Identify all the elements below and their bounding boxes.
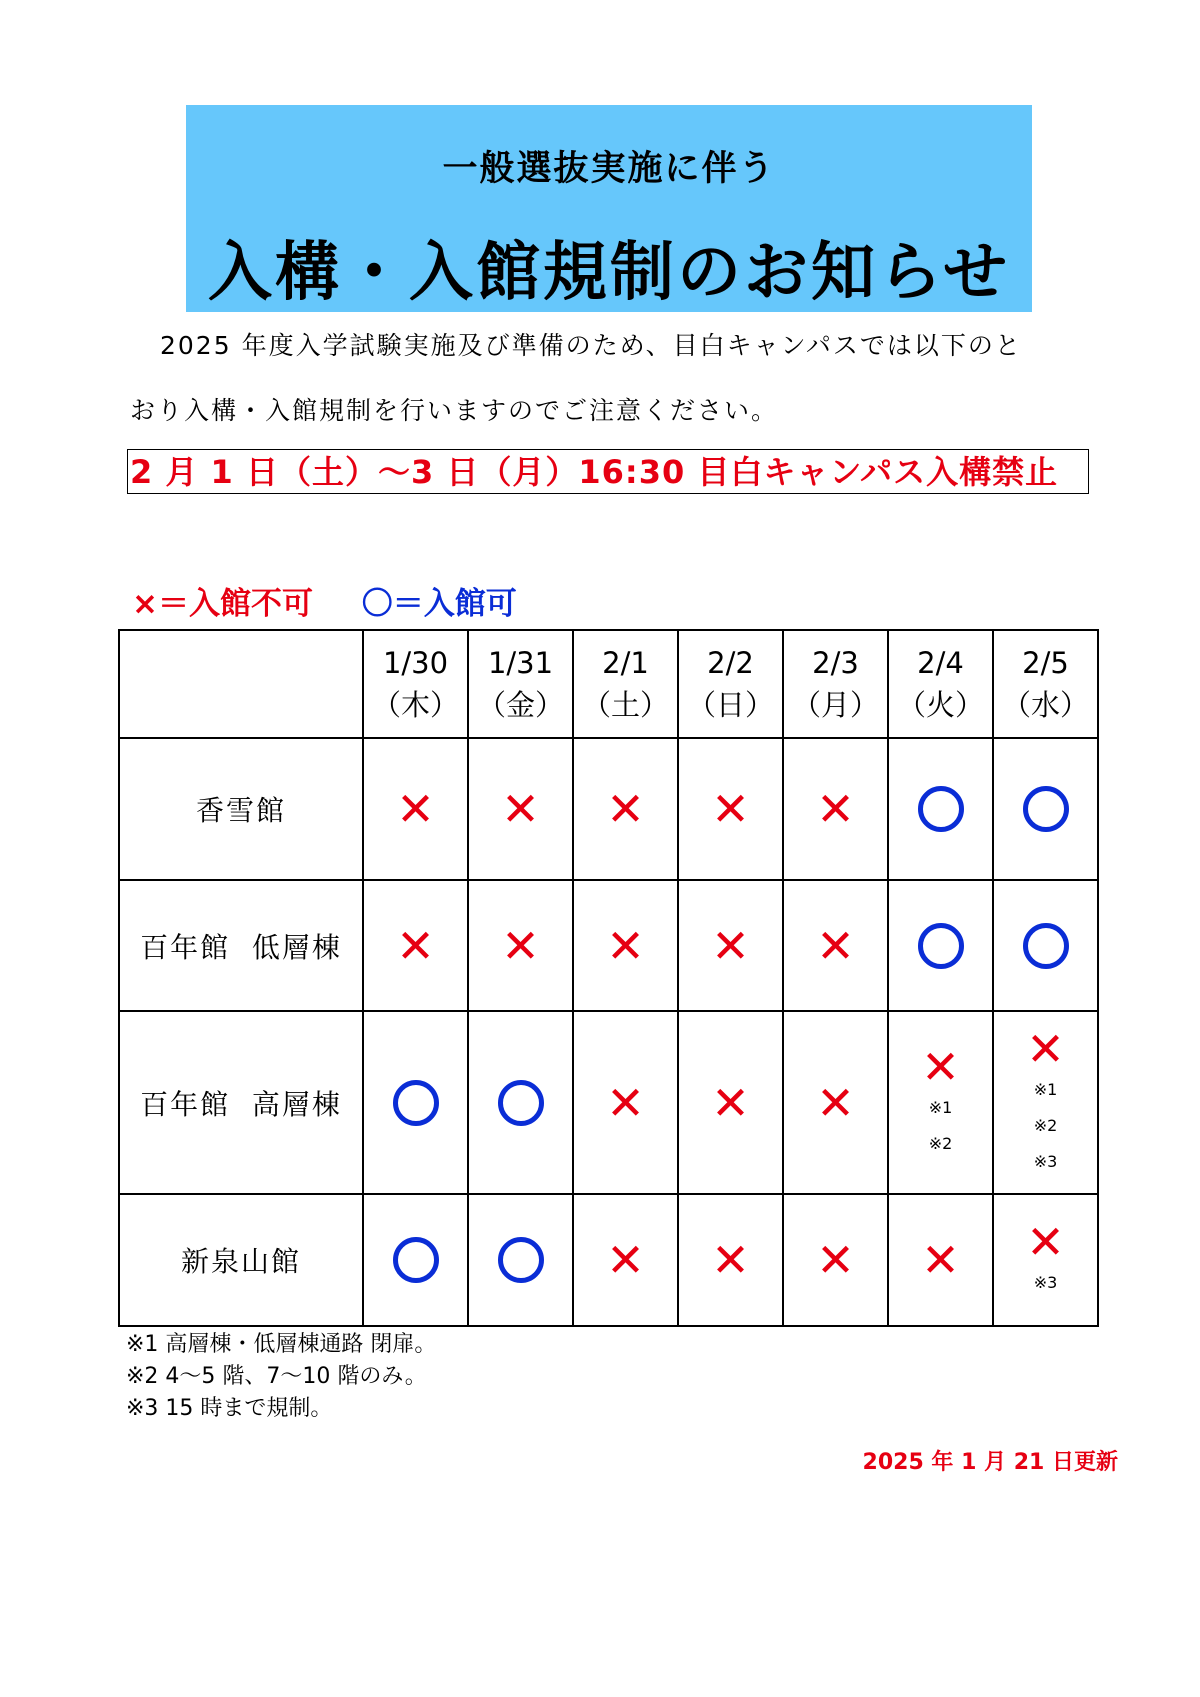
status-cell <box>888 738 993 880</box>
access-schedule-table <box>118 629 1099 1327</box>
circle-icon <box>393 1080 439 1126</box>
cross-icon: ✕ <box>396 918 435 973</box>
status-cell <box>363 880 468 1011</box>
weekday-label: （月） <box>791 688 879 722</box>
date-label: 1/30 <box>382 646 449 680</box>
banner-subtitle: 一般選抜実施に伴う <box>442 149 776 189</box>
table-header-row <box>119 630 1098 738</box>
banner-title: 入構・入館規制のお知らせ <box>207 236 1011 310</box>
cross-icon: ✕ <box>711 782 750 836</box>
date-header <box>783 630 888 738</box>
table-row <box>119 738 1098 880</box>
status-cell <box>783 1194 888 1326</box>
footnote-1: ※1 高層棟・低層棟通路 閉扉。 <box>126 1332 437 1357</box>
cross-icon: ✕ <box>501 918 540 973</box>
date-label: 2/5 <box>1022 646 1069 680</box>
date-header <box>888 630 993 738</box>
status-cell <box>678 880 783 1011</box>
status-cell <box>678 738 783 880</box>
status-cell <box>363 738 468 880</box>
status-cell <box>468 1194 573 1326</box>
status-cell <box>573 1194 678 1326</box>
circle-icon <box>498 1237 544 1283</box>
cross-icon: ✕ <box>606 1233 645 1287</box>
circle-icon <box>1023 786 1069 832</box>
footnote-2: ※2 4～5 階、7～10 階のみ。 <box>126 1364 427 1389</box>
weekday-label: （土） <box>581 688 669 722</box>
footnote-ref: ※2 <box>1033 1115 1058 1135</box>
building-name: 百年館 低層棟 <box>119 880 363 1011</box>
cross-icon: ✕ <box>711 918 750 973</box>
cross-icon: ✕ <box>1026 1021 1065 1076</box>
cross-icon: ✕ <box>606 782 645 836</box>
status-cell <box>993 738 1098 880</box>
footnote-ref: ※1 <box>928 1097 953 1117</box>
header-corner <box>119 630 363 738</box>
date-header <box>363 630 468 738</box>
updated-date: 2025 年 1 月 21 日更新 <box>862 1450 1118 1475</box>
building-name: 百年館 高層棟 <box>119 1011 363 1194</box>
campus-closure-notice: 2 月 1 日（土）～3 日（月）16:30 目白キャンパス入構禁止 <box>127 449 1089 494</box>
cross-icon: ✕ <box>921 1039 960 1094</box>
footnote-ref: ※1 <box>1033 1079 1058 1099</box>
status-cell <box>573 880 678 1011</box>
intro-line-2: おり入構・入館規制を行いますのでご注意ください。 <box>130 396 779 425</box>
cross-icon: ✕ <box>501 782 540 836</box>
date-label: 2/4 <box>917 646 964 680</box>
date-header <box>573 630 678 738</box>
weekday-label: （金） <box>476 688 564 722</box>
cross-icon: ✕ <box>816 1075 855 1130</box>
circle-icon <box>918 786 964 832</box>
status-cell <box>888 880 993 1011</box>
cross-icon: ✕ <box>711 1233 750 1287</box>
circle-icon <box>1023 923 1069 969</box>
building-name: 香雪館 <box>119 738 363 880</box>
legend-circle: 〇＝入館可 <box>361 586 517 622</box>
intro-line-1: 2025 年度入学試験実施及び準備のため、目白キャンパスでは以下のと <box>160 331 1022 360</box>
status-cell <box>993 1194 1098 1326</box>
status-cell <box>468 880 573 1011</box>
status-cell <box>993 1011 1098 1194</box>
status-cell <box>468 738 573 880</box>
footnote-ref: ※3 <box>1033 1151 1058 1171</box>
circle-icon <box>393 1237 439 1283</box>
status-cell <box>783 1011 888 1194</box>
legend-cross: ×＝入館不可 <box>132 586 313 622</box>
circle-icon <box>498 1080 544 1126</box>
cross-icon: ✕ <box>396 782 435 836</box>
cross-icon: ✕ <box>1026 1215 1065 1269</box>
weekday-label: （火） <box>896 688 984 722</box>
table-row <box>119 1011 1098 1194</box>
table-row <box>119 1194 1098 1326</box>
status-cell <box>888 1194 993 1326</box>
cross-icon: ✕ <box>921 1233 960 1287</box>
date-header <box>993 630 1098 738</box>
date-label: 1/31 <box>487 646 554 680</box>
status-cell <box>993 880 1098 1011</box>
status-cell <box>888 1011 993 1194</box>
footnote-ref: ※2 <box>928 1133 953 1153</box>
cross-icon: ✕ <box>606 1075 645 1130</box>
status-cell <box>783 738 888 880</box>
weekday-label: （水） <box>1001 688 1089 722</box>
status-cell <box>678 1011 783 1194</box>
weekday-label: （日） <box>686 688 774 722</box>
cross-icon: ✕ <box>816 918 855 973</box>
date-label: 2/2 <box>707 646 754 680</box>
status-cell <box>363 1011 468 1194</box>
date-label: 2/3 <box>812 646 859 680</box>
cross-icon: ✕ <box>711 1075 750 1130</box>
status-cell <box>573 1011 678 1194</box>
footnote-3: ※3 15 時まで規制。 <box>126 1396 333 1421</box>
date-header <box>468 630 573 738</box>
title-banner <box>186 105 1032 312</box>
table-row <box>119 880 1098 1011</box>
status-cell <box>468 1011 573 1194</box>
date-header <box>678 630 783 738</box>
status-cell <box>678 1194 783 1326</box>
date-label: 2/1 <box>602 646 649 680</box>
building-name: 新泉山館 <box>119 1194 363 1326</box>
status-cell <box>783 880 888 1011</box>
footnote-ref: ※3 <box>1033 1273 1058 1292</box>
circle-icon <box>918 923 964 969</box>
legend <box>132 578 517 623</box>
weekday-label: （木） <box>371 688 459 722</box>
cross-icon: ✕ <box>606 918 645 973</box>
status-cell <box>573 738 678 880</box>
cross-icon: ✕ <box>816 1233 855 1287</box>
status-cell <box>363 1194 468 1326</box>
cross-icon: ✕ <box>816 782 855 836</box>
